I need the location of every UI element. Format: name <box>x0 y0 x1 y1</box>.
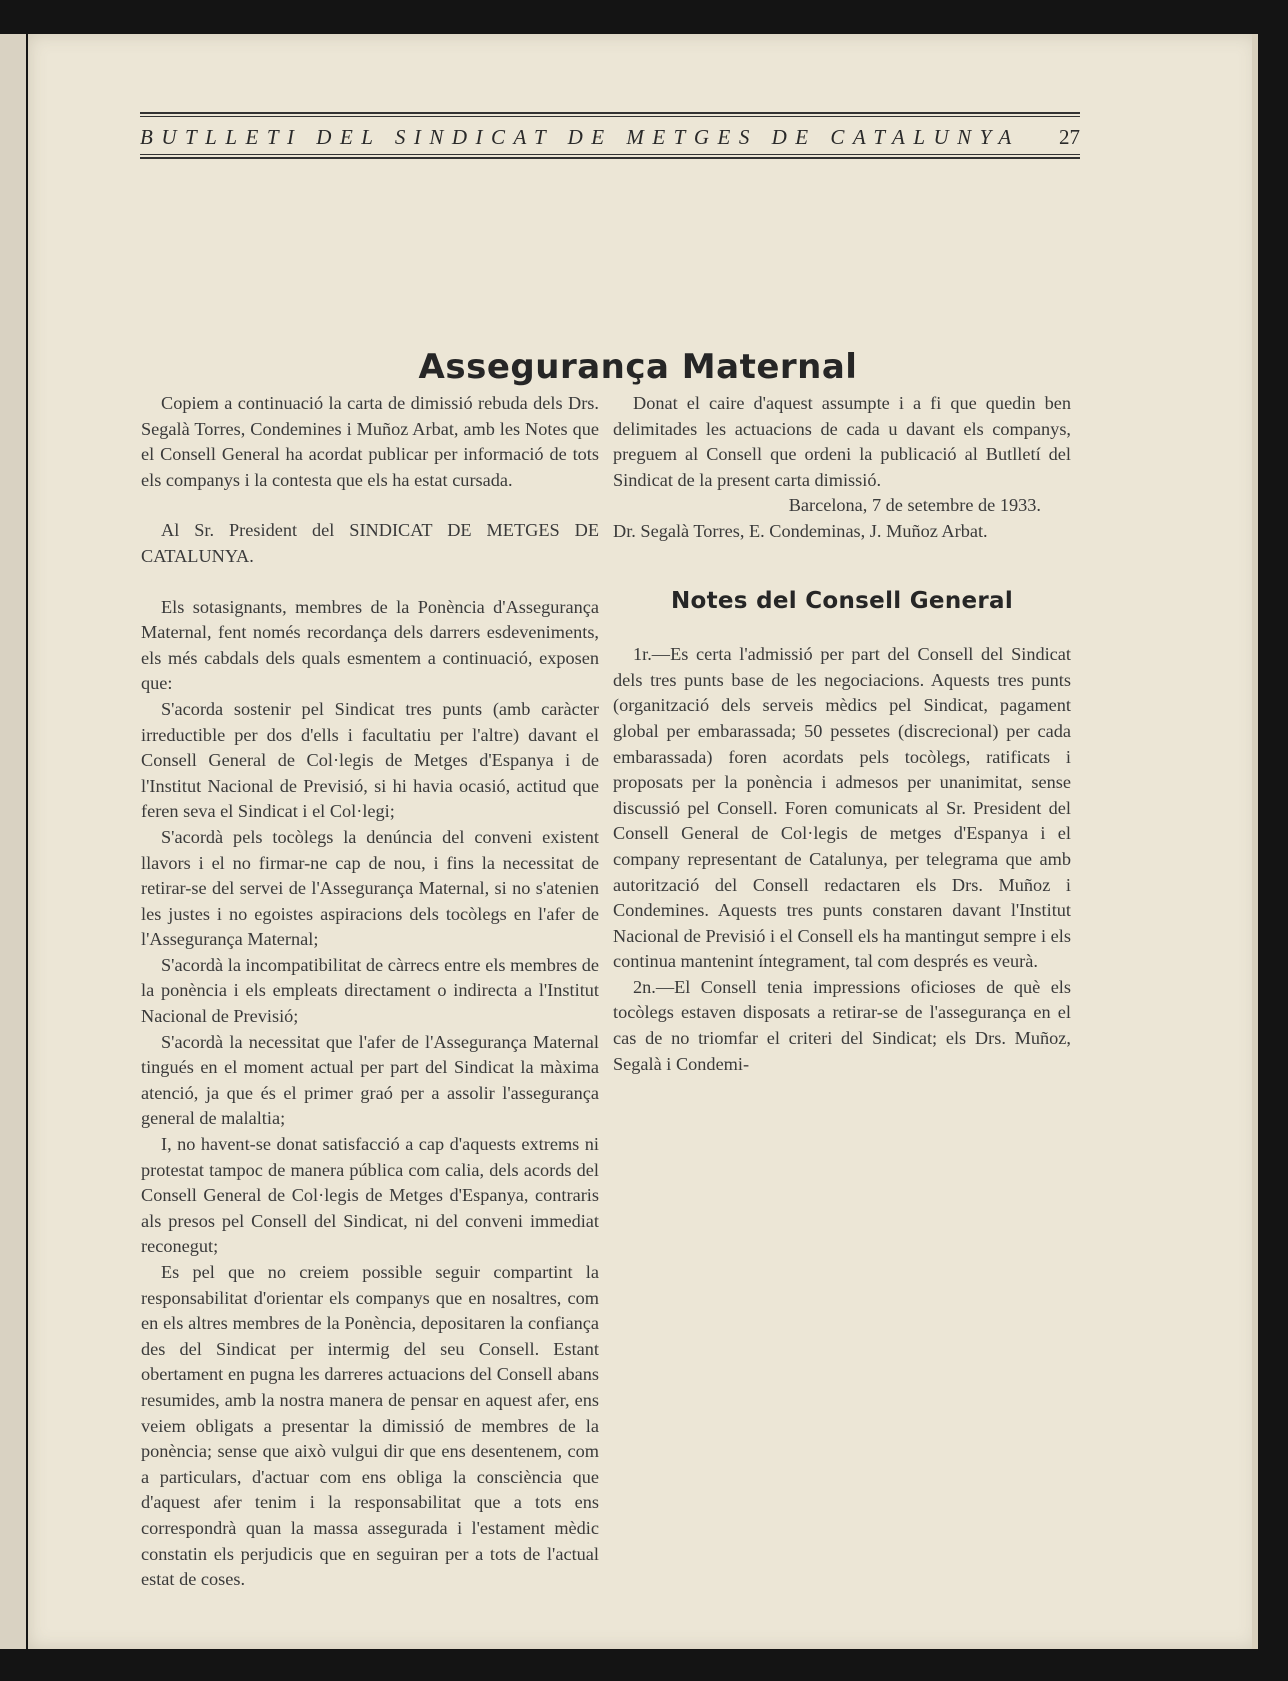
page-number: 27 <box>1059 125 1080 149</box>
page-edge <box>1252 34 1258 1649</box>
running-header <box>140 112 1080 161</box>
letter-paragraph: Els sotasignants, membres de la Ponència d'Assegurança Maternal, fent només recordança dels darrers esdeveniments, els més cabdals dels quals esmentem a continuació, exposen que: <box>141 596 599 694</box>
letter-addressee: Al Sr. President del SINDICAT DE METGES DE CATALUNYA. <box>141 520 599 566</box>
letter-paragraph: S'acorda sostenir pel Sindicat tres punts (amb caràcter irreductible per dos d'ells i facultatiu per l'altre) davant el Consell General de Col·legis de Metges d'Espanya i de l'Institut Nacional de Previsió, si hi havia ocasió, actitud que feren seva el Sindicat i el Col·legi; <box>141 698 599 822</box>
section-title-notes: Notes del Consell General <box>670 587 1014 614</box>
letter-signatories: Dr. Segalà Torres, E. Condeminas, J. Muñoz Arbat. <box>613 520 988 541</box>
article-title: Assegurança Maternal <box>418 346 858 387</box>
notes-paragraph: 2n.—El Consell tenia impressions oficioses de què els tocòlegs estaven disposats a retirar-se de l'assegurança en el cas de no triomfar el criteri del Sindicat; els Drs. Muñoz, Segalà i Condemi- <box>613 976 1071 1074</box>
header-row <box>140 119 1080 154</box>
scan-background-edge <box>0 34 26 1649</box>
letter-paragraph: I, no havent-se donat satisfacció a cap d'aquests extrems ni protestat tampoc de manera pública com calia, dels acords del Consell General de Col·legis de Metges d'Espanya, contraris als presos pel Consell del Sindicat, ni del conveni immediat reconegut; <box>141 1134 599 1257</box>
intro-paragraph: Copiem a continuació la carta de dimissió rebuda dels Drs. Segalà Torres, Condemines i Muñoz Arbat, amb les Notes que el Consell General ha acordat publicar per informació de tots els companys i la contesta que els ha estat cursada. <box>141 393 599 490</box>
header-rule-bottom-thin <box>140 154 1080 155</box>
header-rule-bottom <box>140 157 1080 159</box>
running-title: BUTLLETI DEL SINDICAT DE METGES DE CATALUNYA <box>140 125 1020 149</box>
notes-paragraph: 1r.—Es certa l'admissió per part del Consell del Sindicat dels tres punts base de les negociacions. Aquests tres punts (organització dels serveis mèdics pel Sindicat, pagament global per embarassada; 50 pessetes (discrecional) per cada embarassada) foren acordats pels tocòlegs, ratificats i proposats per la ponència i admesos per unanimitat, sense discussió pel Consell. Foren comunicats al Sr. President del Consell General de Col·legis de metges d'Espanya i el company representant de Catalunya, per telegrama que amb autorització del Consell redactaren els Drs. Muñoz i Condemines. Aquests tres punts constaren davant l'Institut Nacional de Previsió i el Consell els ha mantingut sempre i els continua mantenint íntegrament, tal com després es veurà. <box>613 644 1071 972</box>
letter-paragraph: S'acordà la necessitat que l'afer de l'Assegurança Maternal tingués en el moment actual per part del Sindicat la màxima atenció, ja que és el primer graó per a assolir l'assegurança general de malaltia; <box>141 1031 599 1129</box>
letter-paragraph-continued: Es pel que no creiem possible seguir compartint la responsabilitat d'orientar els companys que en nosaltres, com en els altres membres de la Ponència, depositaren la confiança des del Sindicat per intermig del seu Consell. Estant obertament en pugna les darreres actuacions del Consell abans resumides, amb la nostra manera de pensar en aquest afer, ens veiem obligats a presentar la dimissió de membres de la ponència; sense que això vulgui dir que ens desentenem, com a particulars, d'actuar com ens obliga la consciència que d'aquest afer tenim i la responsabilitat que a tots ens correspondrà quan la massa assegurada i l'estament mèdic constatin els perjudicis que en seguiran per a tots de l'actual estat de coses. <box>141 1262 599 1590</box>
letter-place-date: Barcelona, 7 de setembre de 1933. <box>788 495 1041 516</box>
letter-paragraph: S'acordà la incompatibilitat de càrrecs entre els membres de la ponència i els empleats directament o indirecta a l'Institut Nacional de Previsió; <box>141 954 599 1027</box>
header-rule-top-thin <box>140 116 1080 117</box>
text-column-left <box>141 391 599 1593</box>
document-page <box>28 34 1258 1649</box>
letter-paragraph: S'acordà pels tocòlegs la denúncia del conveni existent llavors i el no firmar-ne cap de nou, i fins la necessitat de retirar-se del servei de l'Assegurança Maternal, si no s'atenien les justes i no egoistes aspiracions dels tocòlegs en l'afer de l'Assegurança Maternal; <box>141 826 599 950</box>
letter-paragraph: Donat el caire d'aquest assumpte i a fi que quedin ben delimitades les actuacions de cada u davant els companys, preguem al Consell que ordeni la publicació al Butlletí del Sindicat de la present carta dimissió. <box>613 393 1071 490</box>
header-rule-top <box>140 112 1080 114</box>
text-column-right <box>613 391 1071 1077</box>
